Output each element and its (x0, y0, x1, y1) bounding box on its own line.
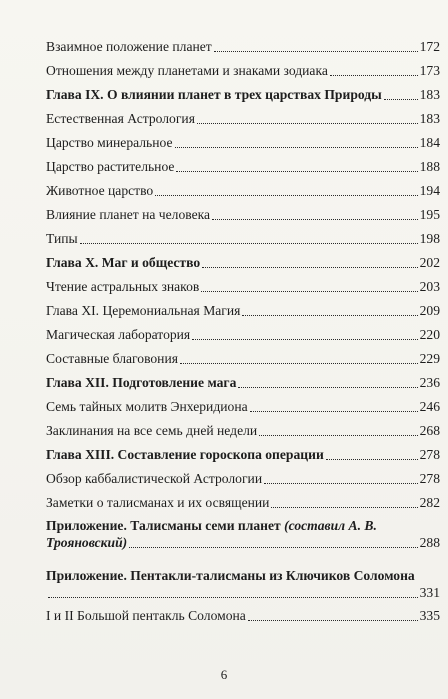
dot-leader (80, 242, 418, 244)
toc-entry-page: 203 (419, 279, 440, 294)
toc-entry (46, 375, 440, 391)
toc-entry-title: I и II Большой пентакль Соломона (46, 608, 246, 623)
toc-entry-title: Составные благовония (46, 351, 178, 366)
dot-leader (384, 98, 418, 100)
toc-entry-page: 183 (419, 87, 440, 102)
toc-entry-page: 202 (419, 255, 440, 270)
dot-leader (238, 386, 417, 388)
dot-leader (330, 74, 418, 76)
toc-entry-page: 246 (419, 399, 440, 414)
toc-entry (46, 327, 440, 343)
toc-entry (46, 231, 440, 247)
toc-entry (46, 207, 440, 223)
toc-entry (46, 87, 440, 103)
toc-entry-title: Семь тайных молитв Энхеридиона (46, 399, 248, 414)
toc-entry-title: Царство минеральное (46, 135, 173, 150)
toc-entry-title: Взаимное положение планет (46, 39, 212, 54)
dot-leader (250, 410, 418, 412)
dot-leader (248, 619, 418, 621)
dot-leader (259, 434, 417, 436)
toc-entry-title: Обзор каббалистической Астрологии (46, 471, 263, 486)
toc-entry-page: 331 (419, 585, 440, 600)
page-number: 6 (220, 667, 228, 682)
toc-entry (46, 39, 440, 55)
dot-leader (264, 482, 418, 484)
toc-entry-title: Глава XII. Подготовление мага (46, 375, 237, 390)
toc-entry-page: 173 (419, 63, 440, 78)
toc-entry-page: 278 (419, 447, 440, 462)
dot-leader (155, 194, 417, 196)
toc-entry-page: 195 (419, 207, 440, 222)
toc-entry (46, 303, 440, 319)
dot-leader (214, 50, 418, 52)
toc-entry (46, 495, 440, 511)
toc-entry-title: Влияние планет на человека (46, 207, 211, 222)
toc-entry-title: Естественная Астрология (46, 111, 195, 126)
dot-leader (197, 122, 418, 124)
toc-entry (46, 423, 440, 439)
toc-entry-title: Глава XIII. Составление гороскопа операции (46, 447, 324, 462)
dot-leader (175, 146, 418, 148)
toc-entry (46, 135, 440, 151)
toc-entry (46, 159, 440, 175)
toc-entry-page: 188 (419, 159, 440, 174)
appendix-author: (составил А. В. (284, 518, 377, 533)
toc-entry-page: 288 (419, 535, 440, 550)
toc-entry-page: 236 (419, 375, 440, 390)
toc-entry-title: Животное царство (46, 183, 154, 198)
toc-entry-title: Глава IX. О влиянии планет в трех царствах Природы (46, 87, 382, 102)
toc-entry-title: Магическая лаборатория (46, 327, 191, 342)
toc-entry-page: 172 (419, 39, 440, 54)
toc-entry-title: Глава X. Маг и общество (46, 255, 201, 270)
toc-entry-page: 335 (419, 608, 440, 623)
dot-leader (129, 546, 417, 548)
toc-entry-page: 220 (419, 327, 440, 342)
toc-entry (46, 608, 440, 624)
toc-entry-page: 229 (419, 351, 440, 366)
toc-entry-title: Типы (46, 231, 78, 246)
dot-leader (326, 458, 418, 460)
dot-leader (48, 596, 418, 598)
toc-entry-page: 282 (419, 495, 440, 510)
dot-leader (202, 266, 417, 268)
appendix-title: Приложение. Талисманы семи планет (46, 518, 285, 533)
dot-leader (242, 314, 417, 316)
dot-leader (192, 338, 417, 340)
toc-entry-page: 209 (419, 303, 440, 318)
toc-entry-page: 194 (419, 183, 440, 198)
toc-entry (46, 63, 440, 79)
dot-leader (180, 362, 418, 364)
dot-leader (212, 218, 418, 220)
toc-entry (46, 399, 440, 415)
toc-entry-title: Заметки о талисманах и их освящении (46, 495, 270, 510)
toc-appendix-talismans (46, 517, 440, 551)
dot-leader (201, 290, 417, 292)
appendix-author-cont: Трояновский) (46, 535, 128, 550)
toc-entry (46, 255, 440, 271)
toc-entry-title: Отношения между планетами и знаками зодиака (46, 63, 328, 78)
toc-entry (46, 351, 440, 367)
toc-entry (46, 183, 440, 199)
toc-entry-title: Царство растительное (46, 159, 175, 174)
toc-entry-page: 184 (419, 135, 440, 150)
toc-entry (46, 447, 440, 463)
dot-leader (271, 506, 417, 508)
toc-entry (46, 471, 440, 487)
toc-entry (46, 111, 440, 127)
toc-entry-page: 268 (419, 423, 440, 438)
toc-entry-title: Заклинания на все семь дней недели (46, 423, 258, 438)
toc-entry-page: 278 (419, 471, 440, 486)
toc-entry (46, 279, 440, 295)
toc-entry-title: Глава XI. Церемониальная Магия (46, 303, 241, 318)
toc-entry-page: 198 (419, 231, 440, 246)
dot-leader (176, 170, 417, 172)
toc-entry-title: Чтение астральных знаков (46, 279, 200, 294)
toc-appendix-pentacles (46, 567, 440, 601)
appendix-title: Приложение. Пентакли-талисманы из Ключиков Соломона (46, 568, 415, 583)
toc-entry-page: 183 (419, 111, 440, 126)
